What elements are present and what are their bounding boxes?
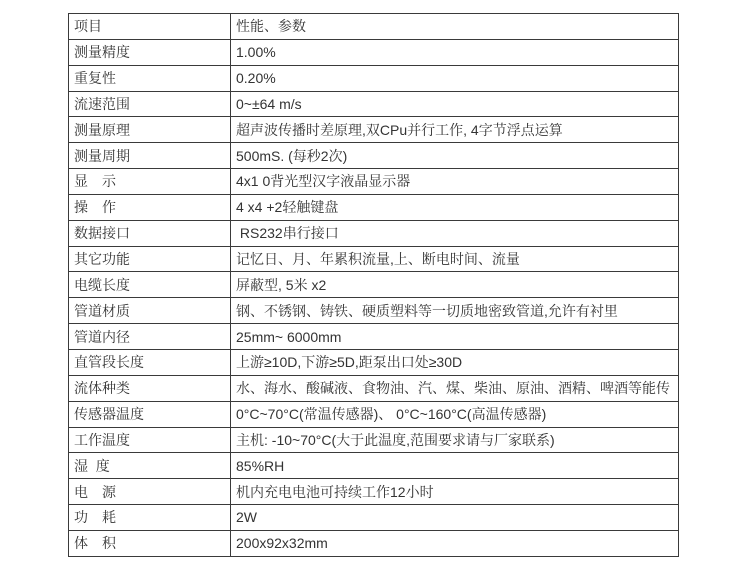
spec-value-cell: 500mS. (每秒2次): [231, 143, 679, 169]
spec-value-cell: 0°C~70°C(常温传感器)、 0°C~160°C(高温传感器): [231, 401, 679, 427]
spec-item-cell: 测量精度: [69, 39, 231, 65]
table-row: [69, 65, 679, 91]
spec-value-cell: 上游≥10D,下游≥5D,距泵出口处≥30D: [231, 349, 679, 375]
spec-item-cell: 工作温度: [69, 427, 231, 453]
spec-value-cell: 机内充电电池可持续工作12小时: [231, 479, 679, 505]
spec-item-cell: 功 耗: [69, 505, 231, 531]
spec-item-cell: 测量周期: [69, 143, 231, 169]
spec-value-cell: 85%RH: [231, 453, 679, 479]
header-item-cell: 项目: [69, 14, 231, 40]
spec-value-cell: 4x1 0背光型汉字液晶显示器: [231, 169, 679, 195]
spec-item-cell: 其它功能: [69, 246, 231, 272]
spec-item-cell: 重复性: [69, 65, 231, 91]
spec-value-cell: 记忆日、月、年累积流量,上、断电时间、流量: [231, 246, 679, 272]
spec-value-cell: 主机: -10~70°C(大于此温度,范围要求请与厂家联系): [231, 427, 679, 453]
spec-value-cell: 水、海水、酸碱液、食物油、汽、煤、柴油、原油、酒精、啤酒等能传: [231, 375, 679, 401]
table-row: [69, 505, 679, 531]
spec-item-cell: 体 积: [69, 530, 231, 556]
spec-value-cell: 4 x4 +2轻触键盘: [231, 194, 679, 220]
spec-value-cell: 1.00%: [231, 39, 679, 65]
spec-item-cell: 电缆长度: [69, 272, 231, 298]
table-header-row: [69, 14, 679, 40]
spec-value-cell: 25mm~ 6000mm: [231, 324, 679, 350]
table-row: [69, 117, 679, 143]
table-row: [69, 401, 679, 427]
spec-table: [68, 13, 679, 557]
table-row: [69, 479, 679, 505]
table-row: [69, 298, 679, 324]
spec-value-cell: 超声波传播时差原理,双CPu并行工作, 4字节浮点运算: [231, 117, 679, 143]
table-row: [69, 143, 679, 169]
table-row: [69, 246, 679, 272]
spec-item-cell: 操 作: [69, 194, 231, 220]
spec-item-cell: 数据接口: [69, 220, 231, 246]
table-row: [69, 375, 679, 401]
table-row: [69, 169, 679, 195]
table-row: [69, 272, 679, 298]
table-row: [69, 91, 679, 117]
spec-item-cell: 流体种类: [69, 375, 231, 401]
spec-item-cell: 管道内径: [69, 324, 231, 350]
spec-item-cell: 管道材质: [69, 298, 231, 324]
spec-value-cell: 钢、不锈钢、铸铁、硬质塑料等一切质地密致管道,允许有衬里: [231, 298, 679, 324]
table-row: [69, 427, 679, 453]
table-row: [69, 39, 679, 65]
table-row: [69, 220, 679, 246]
spec-item-cell: 显 示: [69, 169, 231, 195]
table-row: [69, 453, 679, 479]
header-value-cell: 性能、参数: [231, 14, 679, 40]
spec-value-cell: 2W: [231, 505, 679, 531]
spec-item-cell: 湿 度: [69, 453, 231, 479]
spec-item-cell: 流速范围: [69, 91, 231, 117]
spec-value-cell: 200x92x32mm: [231, 530, 679, 556]
spec-value-cell: 屏蔽型, 5米 x2: [231, 272, 679, 298]
spec-item-cell: 测量原理: [69, 117, 231, 143]
spec-value-cell: 0~±64 m/s: [231, 91, 679, 117]
spec-item-cell: 电 源: [69, 479, 231, 505]
spec-item-cell: 直管段长度: [69, 349, 231, 375]
table-row: [69, 349, 679, 375]
spec-value-cell: RS232串行接口: [231, 220, 679, 246]
spec-value-cell: 0.20%: [231, 65, 679, 91]
table-row: [69, 324, 679, 350]
table-row: [69, 194, 679, 220]
spec-item-cell: 传感器温度: [69, 401, 231, 427]
table-row: [69, 530, 679, 556]
